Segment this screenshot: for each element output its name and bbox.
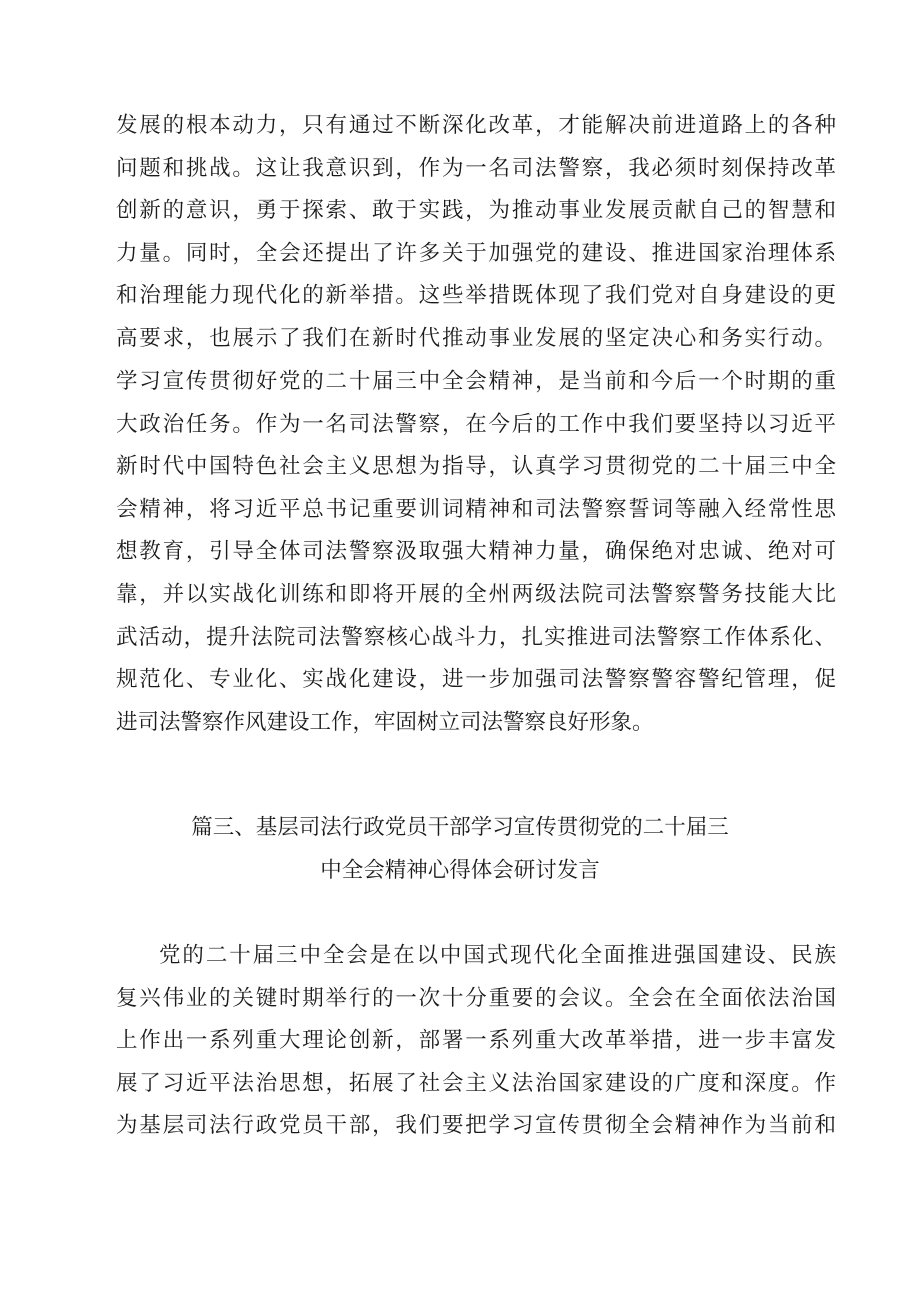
- paragraph-line: 展了习近平法治思想，拓展了社会主义法治国家建设的广度和深度。作: [116, 1070, 836, 1096]
- paragraph-line: 和治理能力现代化的新举措。这些举措既体现了我们党对自身建设的更: [116, 283, 836, 309]
- paragraph-line: 力量。同时，全会还提出了许多关于加强党的建设、推进国家治理体系: [116, 240, 836, 266]
- paragraph-line: 想教育，引导全体司法警察汲取强大精神力量，确保绝对忠诚、绝对可: [116, 539, 836, 565]
- paragraph-line: 党的二十届三中全会是在以中国式现代化全面推进强国建设、民族: [159, 943, 836, 968]
- paragraph-line: 发展的根本动力，只有通过不断深化改革，才能解决前进道路上的各种: [116, 113, 836, 138]
- paragraph-line: 为基层司法行政党员干部，我们要把学习宣传贯彻全会精神作为当前和: [116, 1113, 836, 1139]
- paragraph-line: 高要求，也展示了我们在新时代推动事业发展的坚定决心和务实行动。: [116, 325, 836, 351]
- paragraph-line: 复兴伟业的关键时期举行的一次十分重要的会议。全会在全面依法治国: [116, 985, 836, 1011]
- paragraph-line: 会精神，将习近平总书记重要训词精神和司法警察誓词等融入经常性思: [116, 496, 836, 522]
- paragraph-line: 大政治任务。作为一名司法警察，在今后的工作中我们要坚持以习近平: [116, 411, 836, 437]
- paragraph-line: 新时代中国特色社会主义思想为指导，认真学习贯彻党的二十届三中全: [116, 454, 836, 480]
- paragraph-line: 规范化、专业化、实战化建设，进一步加强司法警察警容警纪管理，促: [116, 667, 836, 693]
- paragraph-plenary-session: [116, 935, 836, 1148]
- paragraph-line: 进司法警察作风建设工作，牢固树立司法警察良好形象。: [116, 709, 654, 735]
- paragraph-line: 学习宣传贯彻好党的二十届三中全会精神，是当前和今后一个时期的重: [116, 369, 836, 394]
- paragraph-reform-reflection: [116, 105, 836, 361]
- paragraph-line: 上作出一系列重大理论创新，部署一系列重大改革举措，进一步丰富发: [116, 1028, 836, 1054]
- paragraph-study-task: [116, 361, 836, 744]
- paragraph-line: 靠，并以实战化训练和即将开展的全州两级法院司法警察警务技能大比: [116, 581, 836, 607]
- paragraph-line: 创新的意识，勇于探索、敢于实践，为推动事业发展贡献自己的智慧和: [116, 198, 836, 224]
- section-heading-line-2: 中全会精神心得体会研讨发言: [320, 858, 600, 883]
- paragraph-line: 武活动，提升法院司法警察核心战斗力，扎实推进司法警察工作体系化、: [116, 624, 836, 650]
- section-heading-line-1: 篇三、基层司法行政党员干部学习宣传贯彻党的二十届三: [191, 815, 729, 840]
- paragraph-line: 问题和挑战。这让我意识到，作为一名司法警察，我必须时刻保持改革: [116, 155, 836, 181]
